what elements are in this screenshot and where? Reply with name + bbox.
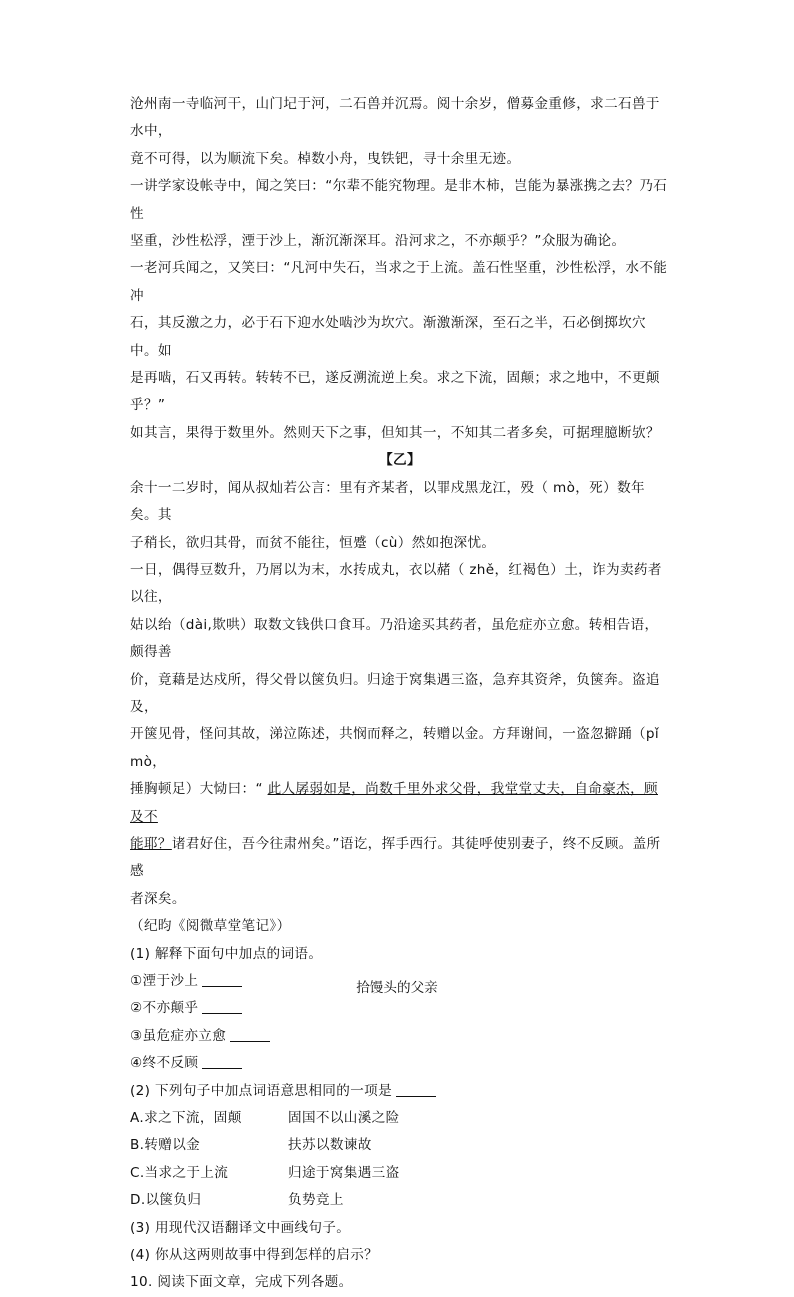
source-citation: （纪昀《阅微草堂笔记》）	[130, 918, 291, 935]
question-4: (4) 你从这两则故事中得到怎样的启示？	[130, 1247, 379, 1264]
passage-jia	[130, 91, 670, 1297]
yi-text: 捶胸顿足）大恸曰：“	[130, 781, 268, 798]
answer-blank[interactable]	[202, 999, 242, 1014]
question-2: (2) 下列句子中加点词语意思相同的一项是	[130, 1078, 670, 1105]
answer-blank[interactable]	[396, 1082, 436, 1097]
question-3: (3) 用现代汉语翻译文中画线句子。	[130, 1219, 351, 1236]
passage-yi-title: 【乙】	[379, 452, 421, 469]
jia-line: 沧州南一寺临河干，山门圮于河，二石兽并沉焉。阅十余岁，僧募金重修，求二石兽于水中，	[130, 96, 660, 140]
jia-line: 一老河兵闻之，又笑曰：“凡河中失石，当求之于上流。盖石性坚重，沙性松浮，水不能冲	[130, 260, 668, 304]
jia-line: 坚重，沙性松浮，湮于沙上，渐沉渐深耳。沿河求之，不亦颠乎？”众服为确论。	[130, 233, 626, 250]
yi-line: 子稍长，欲归其骨，而贫不能往，恒蹙（cù）然如抱深忧。	[130, 534, 496, 551]
answer-blank[interactable]	[230, 1027, 270, 1042]
underlined-sentence: 此人孱弱如是，尚数千里外求父骨，我堂堂丈夫，自命豪杰，顾及不	[130, 781, 658, 825]
underlined-sentence: 能耶？	[130, 835, 172, 852]
answer-blank[interactable]	[202, 1054, 242, 1069]
q2-option: B.转赠以金 扶苏以数谏故	[130, 1137, 372, 1154]
yi-line: 开箧见骨，怪问其故，涕泣陈述，共悯而释之，转赠以金。方拜谢间，一盗忽擗踊（pǐ mò，	[130, 726, 660, 770]
yi-line	[130, 831, 670, 886]
q1-item: ②不亦颠乎	[130, 995, 670, 1022]
yi-line: 价，竟藉是达戍所，得父骨以箧负归。归途于窝集遇三盗，急弃其资斧，负箧奔。盗追及，	[130, 671, 660, 715]
q1-item: ①湮于沙上	[130, 968, 670, 995]
yi-line: 一日，偶得豆数升，乃屑以为末，水抟成丸，衣以赭（ zhě，红褐色）土，诈为卖药者以往，	[130, 561, 662, 606]
yi-line: 姑以绐（dài,欺哄）取数文钱供口食耳。乃沿途买其药者，虽危症亦立愈。转相告语，颇得善	[130, 616, 659, 661]
jia-line: 竟不可得，以为顺流下矣。棹数小舟，曳铁钯，寻十余里无迹。	[130, 150, 521, 167]
jia-line: 如其言，果得于数里外。然则天下之事，但知其一，不知其二者多矣，可据理臆断欤？	[130, 424, 660, 441]
question-10: 10. 阅读下面文章，完成下列各题。	[130, 1274, 353, 1291]
q2-option: A.求之下流，固颠 固国不以山溪之险	[130, 1110, 400, 1127]
jia-line: 一讲学家设帐寺中，闻之笑曰：“尔辈不能究物理。是非木柿，岂能为暴涨携之去？乃石性	[130, 178, 668, 222]
q1-item: ③虽危症亦立愈	[130, 1023, 670, 1050]
article-title: 拾馒头的父亲	[356, 980, 438, 996]
jia-line: 石，其反激之力，必于石下迎水处啮沙为坎穴。渐激渐深，至石之半，石必倒掷坎穴中。如	[130, 315, 646, 359]
jia-line: 是再啮，石又再转。转转不已，遂反溯流逆上矣。求之下流，固颠；求之地中，不更颠乎？”	[130, 370, 660, 414]
question-1: (1) 解释下面句中加点的词语。	[130, 945, 323, 962]
yi-line: 者深矣。	[130, 890, 186, 907]
yi-text: 诸君好住，吾今往肃州矣。”语讫，挥手西行。其徒呼使别妻子，终不反顾。盖所感	[130, 835, 661, 880]
yi-line: 余十一二岁时，闻从叔灿若公言：里有齐某者，以罪戍黑龙江，殁（ mò，死）数年矣。其	[130, 479, 645, 524]
q2-option: C.当求之于上流 归途于窝集遇三盗	[130, 1164, 400, 1181]
q2-option: D.以箧负归 负势竞上	[130, 1192, 344, 1209]
yi-line	[130, 776, 670, 831]
q1-item: ④终不反顾	[130, 1050, 670, 1077]
